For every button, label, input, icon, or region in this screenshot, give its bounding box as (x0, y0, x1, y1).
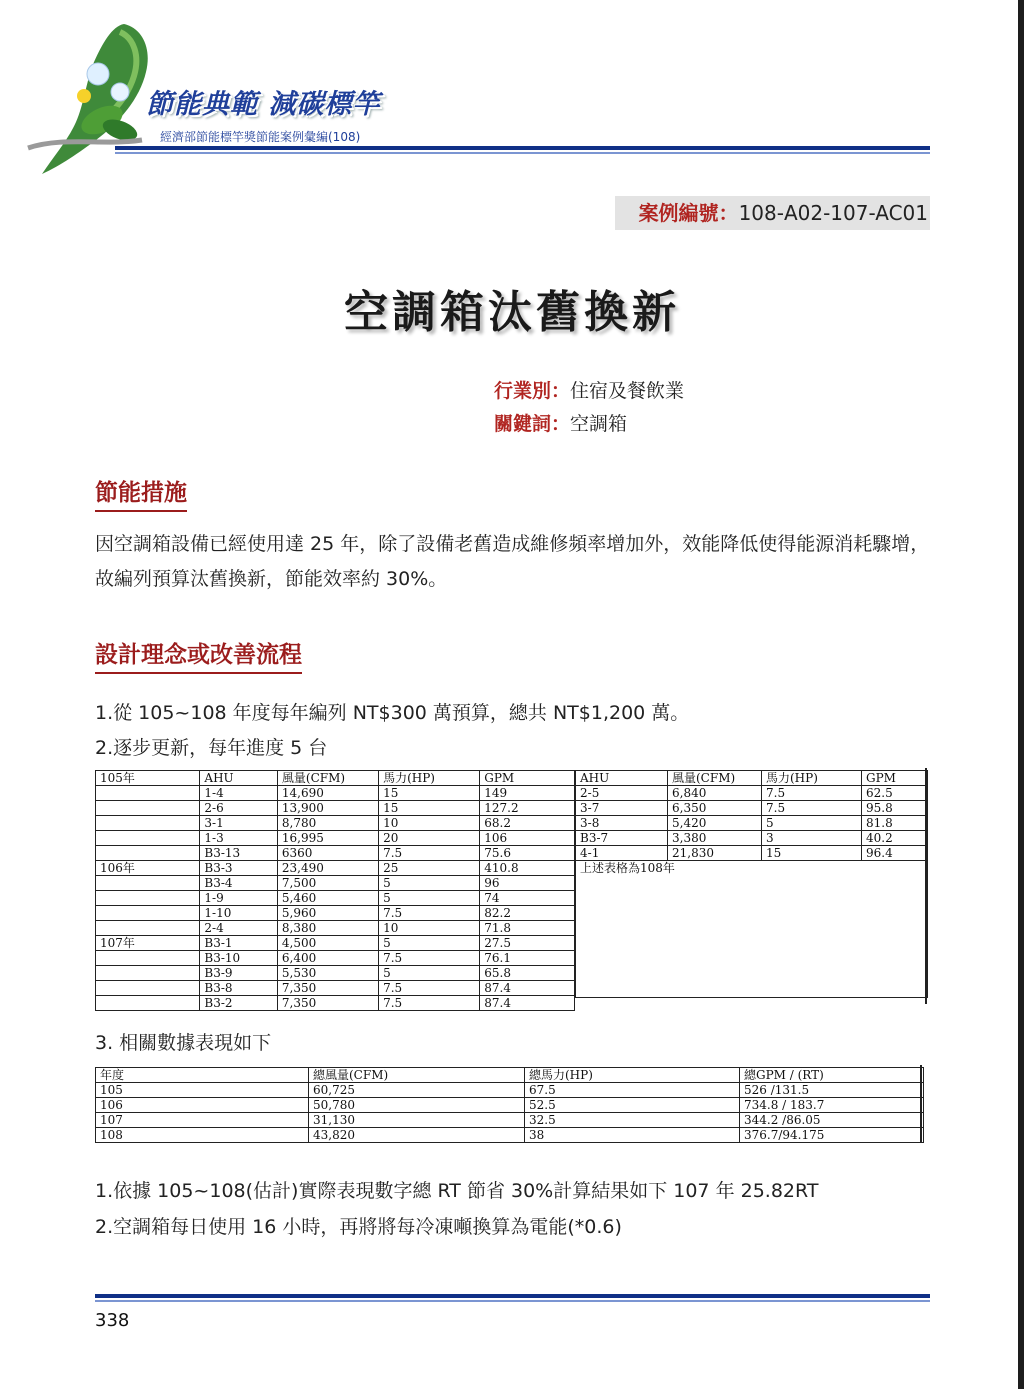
table-cell: 21,830 (668, 846, 762, 861)
table-cell: B3-1 (200, 936, 278, 951)
table-cell: 96.4 (862, 846, 928, 861)
table-cell: 107 (96, 1113, 309, 1128)
table-cell: 3-7 (576, 801, 668, 816)
table-cell: 2-4 (200, 921, 278, 936)
table-cell: 105 (96, 1083, 309, 1098)
table-cell: 3 (762, 831, 862, 846)
table-cell: 76.1 (480, 951, 575, 966)
table-cell: B3-9 (200, 966, 278, 981)
table-cell: 7.5 (379, 906, 480, 921)
table-cell: 6,350 (668, 801, 762, 816)
table-cell: 14,690 (277, 786, 378, 801)
table-row (96, 786, 575, 801)
table-cell: 410.8 (480, 861, 575, 876)
table-header-row (96, 1068, 924, 1083)
table-cell: 7.5 (762, 801, 862, 816)
section-heading-measures: 節能措施 (95, 474, 187, 512)
table-row (96, 801, 575, 816)
table-cell: 5,530 (277, 966, 378, 981)
table-row (96, 981, 575, 996)
table-cell: 3-8 (576, 816, 668, 831)
table-header-cell: AHU (200, 771, 278, 786)
table-header-cell: GPM (480, 771, 575, 786)
table-cell: 25 (379, 861, 480, 876)
table-header-row (96, 771, 575, 786)
table-row (96, 846, 575, 861)
table-header-cell: 總GPM / (RT) (740, 1068, 924, 1083)
table-cell: 52.5 (525, 1098, 740, 1113)
page-title: 空調箱汰舊換新 (344, 287, 680, 338)
table-cell: 7.5 (762, 786, 862, 801)
table-cell: 2-6 (200, 801, 278, 816)
table-header-cell: 總馬力(HP) (525, 1068, 740, 1083)
table-cell (96, 801, 200, 816)
ahu-schedule-table-108 (575, 770, 928, 998)
table-cell: 2-5 (576, 786, 668, 801)
table-cell: 4-1 (576, 846, 668, 861)
table-cell: 65.8 (480, 966, 575, 981)
table-row (96, 876, 575, 891)
table-cell: 87.4 (480, 981, 575, 996)
table-row (96, 951, 575, 966)
table-cell: 43,820 (309, 1128, 525, 1143)
table-cell (96, 846, 200, 861)
table-cell: 127.2 (480, 801, 575, 816)
table-header-cell: 馬力(HP) (379, 771, 480, 786)
table-cell: 5 (379, 876, 480, 891)
table-row (96, 1098, 924, 1113)
table-cell: 526 /131.5 (740, 1083, 924, 1098)
table-cell: 6360 (277, 846, 378, 861)
table-cell: 60,725 (309, 1083, 525, 1098)
table-cell: B3-8 (200, 981, 278, 996)
table-cell: 15 (379, 801, 480, 816)
table-cell (96, 921, 200, 936)
table1-frame-edge (925, 768, 927, 1004)
table-cell: 5,460 (277, 891, 378, 906)
table-cell: 5 (379, 891, 480, 906)
table-header-cell: 105年 (96, 771, 200, 786)
table-cell: 376.7/94.175 (740, 1128, 924, 1143)
table-cell: 1-9 (200, 891, 278, 906)
table-cell: B3-3 (200, 861, 278, 876)
table-cell: 7.5 (379, 846, 480, 861)
table-header-cell: AHU (576, 771, 668, 786)
table-row (96, 966, 575, 981)
table-cell (96, 831, 200, 846)
table-row (576, 801, 928, 816)
table-cell: 5,960 (277, 906, 378, 921)
table-cell: 8,380 (277, 921, 378, 936)
table-cell: B3-7 (576, 831, 668, 846)
table-cell: 108 (96, 1128, 309, 1143)
keyword-value: 空調箱 (570, 413, 628, 435)
table-row (96, 816, 575, 831)
table-cell: 107年 (96, 936, 200, 951)
table-header-cell: 風量(CFM) (277, 771, 378, 786)
table-cell: 6,840 (668, 786, 762, 801)
table-row (96, 936, 575, 951)
table-cell: 1-4 (200, 786, 278, 801)
table-cell: 82.2 (480, 906, 575, 921)
header-rule-thin (115, 152, 930, 154)
table-cell (96, 951, 200, 966)
table-note: 上述表格為108年 (576, 861, 928, 998)
table-cell: 106 (96, 1098, 309, 1113)
table-cell (96, 816, 200, 831)
table-cell (96, 966, 200, 981)
table-row (96, 1113, 924, 1128)
industry-value: 住宿及餐飲業 (570, 380, 685, 402)
table-cell: 38 (525, 1128, 740, 1143)
table-cell: 1-10 (200, 906, 278, 921)
logo-graphic (24, 18, 164, 178)
table-cell: 5 (379, 966, 480, 981)
table-row (96, 1083, 924, 1098)
table-cell: 7,350 (277, 996, 378, 1011)
table-row (96, 996, 575, 1011)
table-header-cell: GPM (862, 771, 928, 786)
table-cell: 5 (379, 936, 480, 951)
table-cell: 71.8 (480, 921, 575, 936)
table-cell: 40.2 (862, 831, 928, 846)
table-cell: B3-2 (200, 996, 278, 1011)
table-cell: 7,500 (277, 876, 378, 891)
table-cell: 13,900 (277, 801, 378, 816)
page-number: 338 (95, 1310, 130, 1331)
table-cell (96, 981, 200, 996)
table-cell: 1-3 (200, 831, 278, 846)
table-row (96, 906, 575, 921)
ahu-schedule-table (95, 770, 575, 1011)
table-cell: 15 (379, 786, 480, 801)
design-line-4: 1.依據 105~108(估計)實際表現數字總 RT 節省 30%計算結果如下 107 年 25.82RT (95, 1180, 819, 1202)
table-cell: 7.5 (379, 951, 480, 966)
design-line-1: 1.從 105~108 年度每年編列 NT$300 萬預算，總共 NT$1,200 萬。 (95, 702, 690, 724)
table2-frame-edge (920, 1065, 922, 1143)
case-number-label: 案例編號： (638, 201, 739, 225)
design-line-5: 2.空調箱每日使用 16 小時，再將將每冷凍噸換算為電能(*0.6) (95, 1216, 622, 1238)
table-cell: 7.5 (379, 981, 480, 996)
industry-label: 行業別： (494, 380, 571, 402)
table-header-cell: 年度 (96, 1068, 309, 1083)
table-cell: 734.8 / 183.7 (740, 1098, 924, 1113)
footer-rule-thin (95, 1300, 930, 1302)
table-cell (96, 906, 200, 921)
table-cell (96, 891, 200, 906)
table-cell: 4,500 (277, 936, 378, 951)
table-cell: 10 (379, 816, 480, 831)
table-cell: 81.8 (862, 816, 928, 831)
table-header-cell: 馬力(HP) (762, 771, 862, 786)
table-cell: 68.2 (480, 816, 575, 831)
case-number-value: 108-A02-107-AC01 (738, 201, 928, 225)
table-cell: 50,780 (309, 1098, 525, 1113)
table-cell: 3-1 (200, 816, 278, 831)
table-cell: 32.5 (525, 1113, 740, 1128)
table-cell: 67.5 (525, 1083, 740, 1098)
table-note-row (576, 861, 928, 998)
keyword-line (494, 409, 627, 436)
table-row (576, 846, 928, 861)
table-cell: 75.6 (480, 846, 575, 861)
table-header-row (576, 771, 928, 786)
table-cell: 8,780 (277, 816, 378, 831)
footer-rule (95, 1294, 930, 1298)
table-row (96, 891, 575, 906)
table-cell: 62.5 (862, 786, 928, 801)
table-cell: 106年 (96, 861, 200, 876)
table-cell: B3-10 (200, 951, 278, 966)
table-cell: 106 (480, 831, 575, 846)
table-row (576, 831, 928, 846)
table-header-cell: 風量(CFM) (668, 771, 762, 786)
table-row (96, 861, 575, 876)
table-cell: 6,400 (277, 951, 378, 966)
industry-line (494, 376, 684, 403)
design-line-3: 3. 相關數據表現如下 (95, 1032, 272, 1054)
table-cell: 27.5 (480, 936, 575, 951)
table-cell: 149 (480, 786, 575, 801)
table-header-cell: 總風量(CFM) (309, 1068, 525, 1083)
design-line-2: 2.逐步更新，每年進度 5 台 (95, 737, 328, 759)
table-cell: 16,995 (277, 831, 378, 846)
table-cell: 31,130 (309, 1113, 525, 1128)
table-cell: 95.8 (862, 801, 928, 816)
logo-subtitle: 經濟部節能標竿獎節能案例彙編(108) (160, 130, 361, 144)
keyword-label: 關鍵詞： (494, 413, 571, 435)
table-cell: 344.2 /86.05 (740, 1113, 924, 1128)
table-cell: 5,420 (668, 816, 762, 831)
table-row (576, 786, 928, 801)
table-row (96, 831, 575, 846)
table-cell: B3-13 (200, 846, 278, 861)
table-cell: 5 (762, 816, 862, 831)
table-cell: 7,350 (277, 981, 378, 996)
table-cell: 15 (762, 846, 862, 861)
table-row (576, 816, 928, 831)
table-cell: 87.4 (480, 996, 575, 1011)
case-number-box (615, 196, 930, 230)
table-cell: 3,380 (668, 831, 762, 846)
table-cell: 74 (480, 891, 575, 906)
table-cell: 7.5 (379, 996, 480, 1011)
table-cell: 10 (379, 921, 480, 936)
summary-data-table (95, 1067, 924, 1143)
table-cell: 96 (480, 876, 575, 891)
table-cell: 23,490 (277, 861, 378, 876)
logo-title: 節能典範 減碳標竿 (146, 89, 381, 120)
table-cell (96, 996, 200, 1011)
measures-paragraph: 因空調箱設備已經使用達 25 年，除了設備老舊造成維修頻率增加外，效能降低使得能源消耗驟增，故編列預算汰舊換新，節能效率約 30%。 (95, 533, 930, 590)
table-cell (96, 876, 200, 891)
page-edge-shadow (1018, 0, 1024, 1389)
table-cell: B3-4 (200, 876, 278, 891)
table-cell (96, 786, 200, 801)
table-row (96, 921, 575, 936)
table-cell: 20 (379, 831, 480, 846)
section-heading-design: 設計理念或改善流程 (95, 636, 302, 674)
table-row (96, 1128, 924, 1143)
header-rule (115, 146, 930, 150)
